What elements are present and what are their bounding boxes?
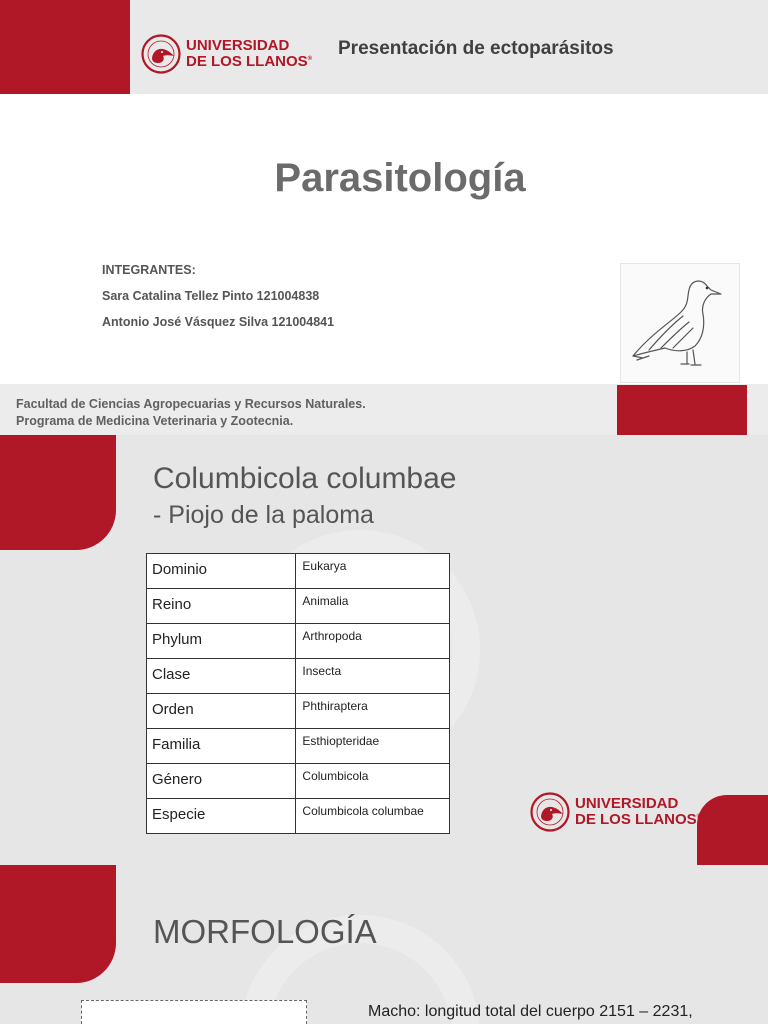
university-name bbox=[186, 38, 312, 70]
table-row bbox=[147, 624, 450, 659]
value-cell: Insecta bbox=[296, 659, 450, 694]
species-title: Columbicola columbae bbox=[153, 462, 457, 495]
slide-title bbox=[0, 0, 768, 435]
faculty-info bbox=[16, 396, 366, 430]
red-corner-block bbox=[0, 0, 130, 94]
university-logo bbox=[141, 34, 312, 74]
members-heading: INTEGRANTES: bbox=[102, 263, 196, 277]
logo-line-2: DE LOS LLANOS® bbox=[186, 53, 313, 70]
presentation-subtitle: Presentación de ectoparásitos bbox=[338, 38, 614, 59]
pelican-emblem-icon bbox=[530, 792, 570, 832]
table-row bbox=[147, 589, 450, 624]
pelican-emblem-icon bbox=[141, 34, 181, 74]
logo-line-1: UNIVERSIDAD bbox=[186, 37, 290, 55]
university-name bbox=[575, 796, 701, 828]
logo-line-2: DE LOS LLANOS® bbox=[575, 811, 702, 828]
faculty-line: Facultad de Ciencias Agropecuarias y Recursos Naturales. bbox=[16, 397, 366, 411]
morphology-text: Macho: longitud total del cuerpo 2151 – 2231, bbox=[368, 1003, 693, 1020]
value-cell: Phthiraptera bbox=[296, 694, 450, 729]
rank-cell: Reino bbox=[147, 589, 296, 624]
table-row bbox=[147, 799, 450, 834]
members-list bbox=[102, 257, 334, 335]
table-row bbox=[147, 764, 450, 799]
red-corner-tab bbox=[0, 435, 116, 550]
logo-line-1: UNIVERSIDAD bbox=[575, 795, 679, 813]
table-row bbox=[147, 554, 450, 589]
image-placeholder bbox=[81, 1000, 307, 1024]
rank-cell: Dominio bbox=[147, 554, 296, 589]
table-row bbox=[147, 694, 450, 729]
program-line: Programa de Medicina Veterinaria y Zootecnia. bbox=[16, 414, 294, 428]
dove-icon bbox=[621, 264, 741, 384]
rank-cell: Clase bbox=[147, 659, 296, 694]
rank-cell: Familia bbox=[147, 729, 296, 764]
rank-cell: Especie bbox=[147, 799, 296, 834]
value-cell: Columbicola columbae bbox=[296, 799, 450, 834]
table-row bbox=[147, 729, 450, 764]
value-cell: Animalia bbox=[296, 589, 450, 624]
taxonomy-table bbox=[146, 553, 450, 834]
red-accent-block bbox=[697, 795, 768, 865]
university-logo bbox=[530, 792, 701, 832]
dove-illustration bbox=[620, 263, 740, 383]
section-title: MORFOLOGÍA bbox=[153, 913, 377, 950]
species-common-name: - Piojo de la paloma bbox=[153, 501, 374, 529]
member-item: Antonio José Vásquez Silva 121004841 bbox=[102, 315, 335, 329]
value-cell: Esthiopteridae bbox=[296, 729, 450, 764]
red-accent-block bbox=[617, 385, 747, 435]
value-cell: Eukarya bbox=[296, 554, 450, 589]
red-corner-tab bbox=[0, 865, 116, 983]
slide-morphology bbox=[0, 865, 768, 1024]
value-cell: Arthropoda bbox=[296, 624, 450, 659]
page-title: Parasitología bbox=[274, 156, 526, 200]
table-row bbox=[147, 659, 450, 694]
rank-cell: Phylum bbox=[147, 624, 296, 659]
value-cell: Columbicola bbox=[296, 764, 450, 799]
rank-cell: Género bbox=[147, 764, 296, 799]
rank-cell: Orden bbox=[147, 694, 296, 729]
member-item: Sara Catalina Tellez Pinto 121004838 bbox=[102, 289, 320, 303]
slide-taxonomy bbox=[0, 435, 768, 865]
